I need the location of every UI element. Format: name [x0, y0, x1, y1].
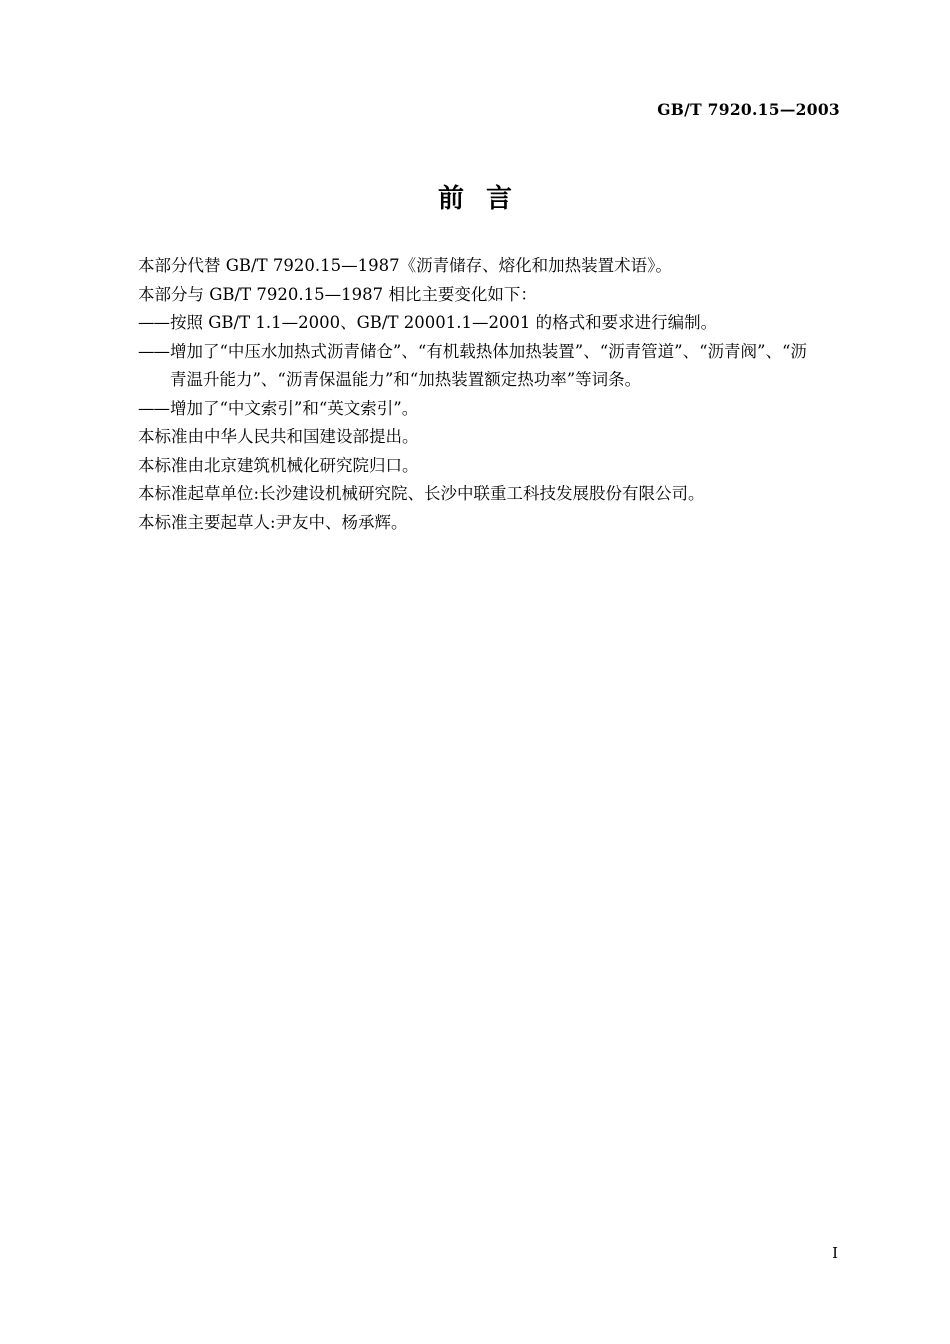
foreword-dash-item — [138, 395, 818, 424]
page-number: I — [832, 1244, 838, 1262]
foreword-dash-item — [138, 309, 818, 338]
foreword-line: 本标准由北京建筑机械化研究院归口。 — [138, 455, 419, 475]
foreword-line: 本标准由中华人民共和国建设部提出。 — [138, 427, 419, 446]
dash-marker: —— — [138, 313, 169, 332]
foreword-line: 本部分代替 GB/T 7920.15—1987《沥青储存、熔化和加热装置术语》。 — [138, 256, 672, 275]
foreword-dash-item — [138, 338, 818, 395]
foreword-line: 本标准主要起草人:尹友中、杨承辉。 — [138, 512, 408, 532]
foreword-body — [138, 252, 818, 537]
page-title: 前言 — [437, 184, 534, 214]
dash-marker: —— — [138, 341, 169, 361]
standard-code-header: GB/T 7920.15—2003 — [657, 100, 840, 119]
dash-marker: —— — [138, 398, 169, 418]
dash-item-text: 增加了“中压水加热式沥青储仓”、“有机载热体加热装置”、“沥青管道”、“沥青阀”、“沥青温升能力”、“沥青保温能力”和“加热装置额定热功率”等词条。 — [170, 341, 807, 389]
foreword-line: 本标准起草单位:长沙建设机械研究院、长沙中联重工科技发展股份有限公司。 — [138, 484, 705, 503]
foreword-line: 本部分与 GB/T 7920.15—1987 相比主要变化如下： — [138, 284, 537, 304]
dash-item-text: 增加了“中文索引”和“英文索引”。 — [170, 398, 419, 418]
dash-item-text: 按照 GB/T 1.1—2000、GB/T 20001.1—2001 的格式和要求进行编制。 — [170, 313, 718, 332]
